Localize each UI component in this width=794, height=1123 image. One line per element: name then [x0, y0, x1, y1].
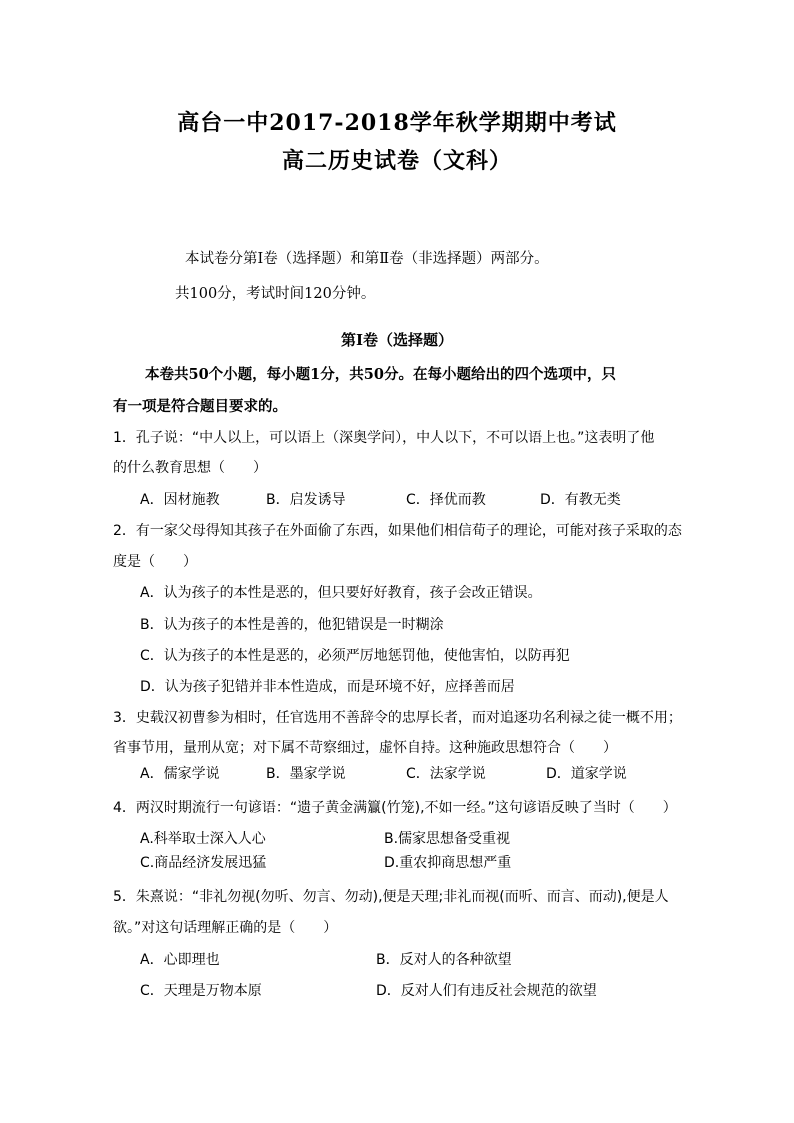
question-5-option-d: D．反对人们有违反社会规范的欲望 [376, 983, 597, 999]
question-5-stem-line-1: 5．朱熹说：“非礼勿视(勿听、勿言、勿动),便是天理;非礼而视(而听、而言、而动),便是人 [113, 889, 669, 905]
question-5-option-c: C．天理是万物本原 [140, 983, 262, 999]
question-3-stem-line-2: 省事节用，量刑从宽；对下属不苛察细过，虚怀自持。这种施政思想符合（ ） [113, 740, 617, 756]
question-5-option-a: A．心即理也 [140, 952, 220, 968]
question-2-option-b: B．认为孩子的本性是善的，他犯错误是一时糊涂 [140, 617, 444, 633]
question-5-stem-line-2: 欲。”对这句话理解正确的是（ ） [113, 920, 338, 936]
question-4-option-c: C.商品经济发展迅猛 [140, 855, 267, 871]
question-1-option-d: D．有教无类 [540, 492, 621, 508]
question-3-option-d: D．道家学说 [546, 766, 627, 782]
exam-subtitle: 高二历史试卷（文科） [281, 148, 512, 174]
question-3-option-c: C．法家学说 [406, 766, 486, 782]
section-title: 第Ⅰ卷（选择题） [340, 331, 454, 349]
question-4-option-a: A.科举取士深入人心 [140, 831, 266, 847]
question-2-option-c: C．认为孩子的本性是恶的，必须严厉地惩罚他，使他害怕，以防再犯 [140, 648, 570, 664]
question-4-option-d: D.重农抑商思想严重 [384, 855, 512, 871]
question-3-option-b: B．墨家学说 [266, 766, 346, 782]
question-3-stem-line-1: 3．史载汉初曹参为相时，任官选用不善辞令的忠厚长者，而对追逐功名利禄之徒一概不用； [113, 710, 682, 726]
intro-line-1: 本试卷分第Ⅰ卷（选择题）和第Ⅱ卷（非选择题）两部分。 [185, 251, 549, 267]
question-2-stem-line-1: 2．有一家父母得知其孩子在外面偷了东西，如果他们相信荀子的理论，可能对孩子采取的态 [113, 523, 682, 539]
exam-title: 高台一中2017-2018学年秋学期期中考试 [177, 110, 617, 136]
question-3-option-a: A．儒家学说 [140, 766, 220, 782]
question-1-stem-line-1: 1．孔子说：“中人以上，可以语上（深奥学问），中人以下，不可以语上也。”这表明了他 [113, 430, 655, 446]
question-1-option-b: B．启发诱导 [266, 492, 346, 508]
question-1-stem-line-2: 的什么教育思想（ ） [113, 460, 267, 476]
question-4-stem-line-1: 4．两汉时期流行一句谚语：“遗子黄金满籯(竹笼),不如一经。”这句谚语反映了当时（ ） [113, 800, 677, 816]
question-1-option-c: C．择优而教 [406, 492, 486, 508]
question-2-option-d: D．认为孩子犯错并非本性造成，而是环境不好，应择善而居 [140, 679, 515, 695]
section-instruction-2: 有一项是符合题目要求的。 [113, 398, 287, 415]
question-2-stem-line-2: 度是（ ） [113, 554, 197, 570]
question-1-option-a: A．因材施教 [140, 492, 220, 508]
question-4-option-b: B.儒家思想备受重视 [384, 831, 511, 847]
intro-line-2: 共100分，考试时间120分钟。 [175, 286, 376, 302]
question-2-option-a: A．认为孩子的本性是恶的，但只要好好教育，孩子会改正错误。 [140, 585, 542, 601]
section-instruction-1: 本卷共50个小题，每小题1分，共50分。在每小题给出的四个选项中，只 [145, 366, 616, 383]
question-5-option-b: B．反对人的各种欲望 [376, 952, 512, 968]
